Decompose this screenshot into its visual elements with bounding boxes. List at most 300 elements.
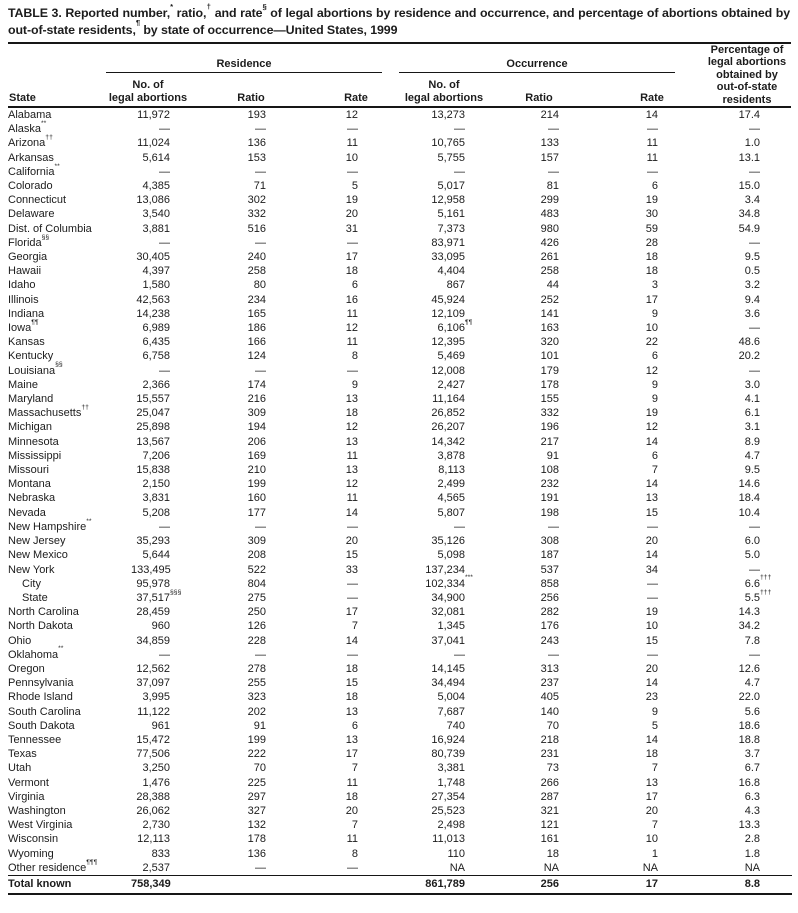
- cell-state: Oregon: [8, 662, 45, 675]
- cell-occurrence-abortions: 2,427: [437, 378, 465, 391]
- cell-residence-abortions: 833: [151, 847, 170, 860]
- cell-residence-abortions: 960: [151, 620, 170, 633]
- cell-state: New Jersey: [8, 535, 66, 548]
- cell-occurrence-abortions: 34,494: [431, 677, 465, 690]
- cell-occurrence-rate: 14: [645, 478, 658, 491]
- cell-occurrence-ratio: 321: [540, 804, 559, 817]
- table-row: [8, 435, 792, 449]
- cell-occurrence-abortions: 6,106¶¶: [437, 318, 473, 335]
- cell-residence-rate: —: [347, 591, 358, 604]
- table-row: [8, 293, 792, 307]
- cell-state: Alaska**: [8, 119, 47, 136]
- cell-residence-rate: 11: [346, 833, 358, 846]
- cell-residence-rate: 15: [345, 677, 358, 690]
- cell-residence-rate: 12: [345, 478, 358, 491]
- cell-state: Utah: [8, 762, 32, 775]
- cell-residence-ratio: 186: [247, 322, 266, 335]
- cell-pct-out-of-state: 6.7: [744, 762, 760, 775]
- cell-residence-ratio: 70: [253, 762, 266, 775]
- cell-occurrence-ratio: 537: [540, 563, 559, 576]
- cell-residence-ratio: 206: [247, 435, 266, 448]
- cell-occurrence-abortions: 35,126: [431, 535, 465, 548]
- table-row: [8, 719, 792, 733]
- cell-state: Colorado: [8, 180, 53, 193]
- cell-occurrence-ratio: 218: [540, 733, 559, 746]
- cell-residence-rate: 18: [345, 790, 358, 803]
- cell-pct-out-of-state: 6.1: [744, 407, 760, 420]
- cell-residence-abortions: 37,097: [136, 677, 170, 690]
- cell-occurrence-rate: 17: [645, 293, 658, 306]
- cell-residence-rate: 12: [345, 322, 358, 335]
- table-row: [8, 548, 792, 562]
- cell-occurrence-ratio: 44: [546, 279, 559, 292]
- cell-state: Maine: [8, 378, 38, 391]
- table-row: [8, 605, 792, 619]
- cell-occurrence-ratio: 155: [540, 393, 559, 406]
- cell-residence-ratio: 193: [247, 109, 266, 121]
- cell-residence-ratio: 210: [247, 464, 266, 477]
- cell-residence-abortions: 13,086: [136, 194, 170, 207]
- cell-state: Wisconsin: [8, 833, 59, 846]
- col-header-residence-abortions: [88, 79, 208, 104]
- cell-pct-out-of-state: —: [749, 520, 760, 533]
- cell-occurrence-rate: —: [647, 520, 658, 533]
- table-row: [8, 832, 792, 846]
- cell-residence-ratio: 202: [247, 705, 266, 718]
- cell-state: Texas: [8, 748, 37, 761]
- cell-occurrence-rate: 3: [651, 279, 658, 292]
- cell-residence-rate: 11: [346, 336, 358, 349]
- cell-residence-rate: —: [347, 861, 358, 874]
- cell-state: Tennessee: [8, 733, 62, 746]
- cell-residence-rate: 13: [345, 435, 358, 448]
- table-row: [8, 136, 792, 150]
- cell-pct-out-of-state: 3.1: [744, 421, 760, 434]
- table-row: [8, 861, 792, 876]
- cell-occurrence-ratio: 320: [540, 336, 559, 349]
- col-header-pct-out-of-state: [695, 44, 798, 106]
- cell-occurrence-abortions: 2,499: [437, 478, 465, 491]
- cell-pct-out-of-state: —: [749, 165, 760, 178]
- cell-occurrence-abortions: 27,354: [431, 790, 465, 803]
- cell-residence-ratio: —: [255, 165, 266, 178]
- header-line: out-of-state: [716, 81, 778, 94]
- cell-occurrence-rate: —: [647, 123, 658, 136]
- total-row: [8, 875, 792, 894]
- cell-residence-ratio: 278: [247, 662, 266, 675]
- cell-occurrence-ratio: 243: [540, 634, 559, 647]
- cell-residence-ratio: —: [255, 520, 266, 533]
- cell-occurrence-abortions: 110: [447, 847, 465, 860]
- cell-pct-out-of-state: 4.7: [744, 449, 760, 462]
- cell-occurrence-ratio: 232: [540, 478, 559, 491]
- cell-state: Washington: [8, 804, 66, 817]
- cell-occurrence-rate: 9: [651, 307, 658, 320]
- cell-residence-rate: 20: [345, 208, 358, 221]
- cell-residence-abortions: —: [159, 364, 170, 377]
- cell-residence-ratio: 177: [247, 506, 266, 519]
- cell-residence-ratio: 208: [247, 549, 266, 562]
- cell-residence-rate: —: [347, 648, 358, 661]
- cell-residence-abortions: 1,476: [142, 776, 170, 789]
- cell-pct-out-of-state: 48.6: [738, 336, 760, 349]
- cell-occurrence-abortions: 14,145: [431, 662, 465, 675]
- cell-pct-out-of-state: 1.0: [744, 137, 760, 150]
- cell-occurrence-ratio: 237: [540, 677, 559, 690]
- cell-occurrence-rate: NA: [642, 861, 658, 874]
- table-row: [8, 406, 792, 420]
- cell-pct-out-of-state: 5.6: [744, 705, 760, 718]
- cell-residence-ratio: 153: [247, 151, 266, 164]
- cell-state: Nevada: [8, 506, 46, 519]
- cell-occurrence-abortions: 5,755: [437, 151, 465, 164]
- cell-residence-rate: 6: [351, 719, 358, 732]
- cell-occurrence-rate: 23: [645, 691, 658, 704]
- cell-occurrence-rate: 12: [645, 421, 658, 434]
- cell-residence-abortions: 28,459: [136, 606, 170, 619]
- col-group-occurrence: [399, 58, 675, 73]
- cell-residence-rate: [269, 875, 361, 894]
- cell-residence-ratio: 250: [247, 606, 266, 619]
- cell-residence-ratio: 240: [247, 251, 266, 264]
- cell-occurrence-ratio: 91: [546, 449, 559, 462]
- col-header-state: State: [9, 92, 36, 104]
- cell-occurrence-rate: —: [647, 591, 658, 604]
- cell-residence-rate: 10: [345, 151, 358, 164]
- cell-residence-abortions: 6,758: [142, 350, 170, 363]
- cell-occurrence-rate: 15: [645, 634, 658, 647]
- cell-occurrence-ratio: 313: [540, 662, 559, 675]
- cell-residence-ratio: 199: [247, 478, 266, 491]
- cell-occurrence-rate: 14: [645, 733, 658, 746]
- table-row: [8, 193, 792, 207]
- cell-pct-out-of-state: 13.1: [738, 151, 760, 164]
- cell-residence-ratio: 332: [247, 208, 266, 221]
- cell-occurrence-ratio: —: [548, 123, 559, 136]
- cell-pct-out-of-state: 6.6†††: [744, 574, 772, 590]
- cell-residence-rate: —: [347, 123, 358, 136]
- cell-residence-rate: 7: [351, 819, 358, 832]
- cell-occurrence-ratio: 121: [540, 819, 559, 832]
- cell-occurrence-abortions: 11,164: [432, 393, 465, 406]
- cell-occurrence-rate: 5: [651, 719, 658, 732]
- cell-occurrence-ratio: 101: [540, 350, 559, 363]
- cell-residence-rate: 17: [345, 251, 358, 264]
- cell-residence-abortions: 37,517§§§: [136, 588, 182, 604]
- table-row: [8, 321, 792, 335]
- table-row: [8, 563, 792, 577]
- cell-state: Alabama: [8, 109, 52, 121]
- cell-state: Illinois: [8, 293, 39, 306]
- cell-occurrence-abortions: NA: [449, 861, 465, 874]
- cell-residence-rate: 17: [345, 606, 358, 619]
- cell-residence-ratio: 169: [247, 449, 266, 462]
- cell-state: Pennsylvania: [8, 677, 74, 690]
- cell-state: Hawaii: [8, 265, 42, 278]
- cell-occurrence-rate: 18: [645, 748, 658, 761]
- cell-residence-abortions: 14,238: [136, 307, 170, 320]
- cell-pct-out-of-state: 16.8: [738, 776, 760, 789]
- table-row: [8, 662, 792, 676]
- cell-occurrence-abortions: 740: [446, 719, 465, 732]
- cell-occurrence-abortions: 4,404: [437, 265, 465, 278]
- table-row: [8, 591, 792, 605]
- cell-residence-abortions: 77,506: [136, 748, 170, 761]
- cell-occurrence-rate: 20: [645, 535, 658, 548]
- cell-occurrence-ratio: 141: [540, 307, 559, 320]
- cell-occurrence-ratio: 178: [540, 378, 559, 391]
- cell-state: South Dakota: [8, 719, 75, 732]
- table-row: [8, 577, 792, 591]
- cell-residence-abortions: 5,614: [142, 151, 170, 164]
- cell-occurrence-abortions: 102,334***: [425, 574, 473, 590]
- cell-residence-abortions: 3,250: [142, 762, 170, 775]
- col-header-residence-ratio: Ratio: [237, 91, 265, 104]
- cell-residence-ratio: 302: [247, 194, 266, 207]
- cell-pct-out-of-state: 18.8: [738, 733, 760, 746]
- table-title: TABLE 3. Reported number,* ratio,† and rate§ of legal abortions by residence and occurrence, and percentage of abortions obtained by out-of-state residents,¶ by state of occurrence—United States, 1999: [8, 1, 791, 37]
- cell-residence-ratio: —: [255, 861, 266, 874]
- cell-occurrence-ratio: 308: [540, 535, 559, 548]
- cell-pct-out-of-state: —: [749, 563, 760, 576]
- cell-residence-abortions: 11,972: [137, 109, 170, 121]
- cell-residence-rate: 8: [351, 350, 358, 363]
- cell-residence-ratio: 255: [247, 677, 266, 690]
- cell-residence-abortions: —: [159, 520, 170, 533]
- cell-state: City: [22, 577, 41, 590]
- cell-occurrence-rate: 6: [651, 449, 658, 462]
- cell-state: Montana: [8, 478, 51, 491]
- table-row: [8, 733, 792, 747]
- cell-residence-abortions: 25,047: [136, 407, 170, 420]
- cell-occurrence-rate: 10: [645, 620, 658, 633]
- cell-occurrence-ratio: 179: [540, 364, 559, 377]
- cell-occurrence-ratio: 176: [540, 620, 559, 633]
- table-row: [8, 520, 792, 534]
- cell-residence-abortions: 3,995: [142, 691, 170, 704]
- cell-pct-out-of-state: —: [749, 236, 760, 249]
- cell-residence-ratio: —: [255, 364, 266, 377]
- cell-occurrence-rate: 19: [645, 606, 658, 619]
- cell-occurrence-rate: 59: [645, 222, 658, 235]
- cell-state: Maryland: [8, 393, 54, 406]
- cell-residence-rate: 18: [345, 407, 358, 420]
- cell-residence-ratio: 258: [247, 265, 266, 278]
- cell-state: New York: [8, 563, 55, 576]
- cell-pct-out-of-state: 5.5†††: [744, 588, 772, 604]
- cell-residence-ratio: 165: [247, 307, 266, 320]
- cell-occurrence-ratio: 483: [540, 208, 559, 221]
- cell-residence-rate: 17: [345, 748, 358, 761]
- cell-occurrence-abortions: 5,004: [437, 691, 465, 704]
- cell-occurrence-ratio: —: [548, 520, 559, 533]
- cell-state: Other residence¶¶¶: [8, 858, 98, 874]
- cell-pct-out-of-state: NA: [744, 861, 760, 874]
- cell-occurrence-ratio: 198: [540, 506, 559, 519]
- cell-occurrence-ratio: 282: [540, 606, 559, 619]
- cell-occurrence-rate: 17: [645, 790, 658, 803]
- cell-pct-out-of-state: 3.0: [744, 378, 760, 391]
- cell-pct-out-of-state: 9.4: [744, 293, 760, 306]
- cell-pct-out-of-state: 3.4: [744, 194, 760, 207]
- cell-residence-rate: 16: [345, 293, 358, 306]
- table-row: [8, 491, 792, 505]
- cell-residence-rate: 20: [345, 804, 358, 817]
- cell-occurrence-abortions: 26,207: [431, 421, 465, 434]
- cell-pct-out-of-state: 54.9: [738, 222, 760, 235]
- cell-pct-out-of-state: 3.2: [744, 279, 760, 292]
- cell-occurrence-abortions: 7,373: [437, 222, 465, 235]
- cell-occurrence-ratio: 287: [540, 790, 559, 803]
- cell-state: Dist. of Columbia: [8, 222, 92, 235]
- cell-residence-rate: 18: [345, 691, 358, 704]
- cell-residence-rate: 18: [345, 662, 358, 675]
- cell-residence-abortions: 26,062: [136, 804, 170, 817]
- cell-occurrence-ratio: 108: [540, 464, 559, 477]
- cell-residence-ratio: 124: [247, 350, 266, 363]
- cell-residence-ratio: 194: [247, 421, 266, 434]
- cell-occurrence-rate: 14: [645, 109, 658, 121]
- table-row: [8, 264, 792, 278]
- cell-pct-out-of-state: 2.8: [744, 833, 760, 846]
- cell-occurrence-rate: 30: [645, 208, 658, 221]
- table-row: [8, 477, 792, 491]
- cell-state: Kansas: [8, 336, 45, 349]
- table-row: [8, 108, 792, 122]
- col-group-occurrence-label: Occurrence: [506, 58, 568, 70]
- cell-residence-abortions: 7,206: [142, 449, 170, 462]
- cell-residence-abortions: 758,349: [131, 875, 181, 894]
- cell-residence-rate: 5: [351, 180, 358, 193]
- col-header-residence-rate: Rate: [344, 91, 368, 104]
- cell-occurrence-abortions: 10,765: [431, 137, 465, 150]
- cell-pct-out-of-state: 1.8: [744, 847, 760, 860]
- cell-occurrence-abortions: 14,342: [431, 435, 465, 448]
- cell-occurrence-abortions: 5,469: [437, 350, 465, 363]
- cell-pct-out-of-state: 15.0: [738, 180, 760, 193]
- cell-occurrence-abortions: 34,900: [431, 591, 465, 604]
- table-body: [8, 108, 792, 894]
- cell-residence-ratio: —: [255, 236, 266, 249]
- cell-residence-rate: 13: [345, 464, 358, 477]
- cell-state: California**: [8, 162, 60, 178]
- cell-residence-rate: 31: [345, 222, 358, 235]
- cell-residence-abortions: 2,366: [142, 378, 170, 391]
- cell-residence-abortions: 35,293: [136, 535, 170, 548]
- cell-occurrence-abortions: —: [454, 520, 465, 533]
- cell-occurrence-ratio: 18: [546, 847, 559, 860]
- cell-residence-ratio: 160: [247, 492, 266, 505]
- table-row: [8, 278, 792, 292]
- cell-residence-rate: 13: [345, 733, 358, 746]
- header-line: residents: [722, 93, 772, 106]
- cell-occurrence-rate: 1: [651, 847, 658, 860]
- table-row: [8, 847, 792, 861]
- cell-occurrence-rate: 7: [651, 819, 658, 832]
- cell-occurrence-abortions: 13,273: [431, 109, 465, 121]
- cell-residence-rate: 15: [345, 549, 358, 562]
- cell-occurrence-rate: 6: [651, 350, 658, 363]
- cell-pct-out-of-state: 12.6: [738, 662, 760, 675]
- cell-state: State: [22, 591, 48, 604]
- cell-occurrence-rate: 20: [645, 662, 658, 675]
- cell-occurrence-rate: 19: [645, 407, 658, 420]
- cell-residence-abortions: 95,978: [136, 577, 170, 590]
- cell-occurrence-abortions: 3,878: [437, 449, 465, 462]
- cell-state: Ohio: [8, 634, 32, 647]
- cell-residence-ratio: 222: [247, 748, 266, 761]
- cell-occurrence-abortions: 1,748: [437, 776, 465, 789]
- cell-occurrence-ratio: 157: [540, 151, 559, 164]
- cell-occurrence-rate: 15: [645, 506, 658, 519]
- cell-occurrence-rate: 28: [645, 236, 658, 249]
- cell-occurrence-abortions: 16,924: [431, 733, 465, 746]
- cell-occurrence-ratio: 163: [540, 322, 559, 335]
- cell-residence-rate: 11: [346, 307, 358, 320]
- cell-residence-ratio: 199: [247, 733, 266, 746]
- cell-residence-ratio: 228: [247, 634, 266, 647]
- table-row: [8, 392, 792, 406]
- cell-residence-ratio: 91: [253, 719, 266, 732]
- cell-residence-ratio: 80: [253, 279, 266, 292]
- cell-occurrence-abortions: 12,109: [431, 307, 465, 320]
- table-row: [8, 463, 792, 477]
- cell-residence-rate: 9: [351, 378, 358, 391]
- table-row: [8, 236, 792, 250]
- col-group-residence: [106, 58, 382, 73]
- cell-occurrence-ratio: NA: [543, 861, 559, 874]
- cell-state: Massachusetts††: [8, 404, 89, 420]
- cell-residence-abortions: —: [159, 123, 170, 136]
- cell-occurrence-ratio: 332: [540, 407, 559, 420]
- cell-occurrence-ratio: 858: [540, 577, 559, 590]
- cell-occurrence-abortions: 3,381: [437, 762, 465, 775]
- cell-occurrence-rate: 6: [651, 180, 658, 193]
- cell-residence-rate: —: [347, 165, 358, 178]
- cell-pct-out-of-state: 8.9: [744, 435, 760, 448]
- cell-occurrence-ratio: 261: [540, 251, 559, 264]
- cell-occurrence-abortions: 5,017: [437, 180, 465, 193]
- cell-residence-rate: —: [347, 364, 358, 377]
- cell-occurrence-abortions: 861,789: [361, 875, 468, 894]
- cell-residence-rate: 12: [345, 421, 358, 434]
- cell-occurrence-ratio: 426: [540, 236, 559, 249]
- cell-occurrence-ratio: 191: [540, 492, 559, 505]
- cell-residence-rate: 33: [345, 563, 358, 576]
- cell-residence-abortions: 6,435: [142, 336, 170, 349]
- cell-occurrence-ratio: 231: [540, 748, 559, 761]
- cell-residence-abortions: 5,644: [142, 549, 170, 562]
- cell-state: Minnesota: [8, 435, 59, 448]
- cell-occurrence-rate: 10: [645, 833, 658, 846]
- cell-pct-out-of-state: 34.8: [738, 208, 760, 221]
- cell-residence-abortions: 42,563: [136, 293, 170, 306]
- table-row: [8, 151, 792, 165]
- cell-pct-out-of-state: 0.5: [744, 265, 760, 278]
- cell-occurrence-ratio: 217: [540, 435, 559, 448]
- cell-residence-abortions: 2,730: [142, 819, 170, 832]
- cell-residence-abortions: —: [159, 165, 170, 178]
- cell-state: Iowa¶¶: [8, 318, 39, 335]
- cell-occurrence-ratio: 256: [540, 591, 559, 604]
- cell-occurrence-rate: 18: [645, 251, 658, 264]
- cell-occurrence-abortions: 25,523: [431, 804, 465, 817]
- cell-occurrence-rate: 13: [645, 776, 658, 789]
- cell-pct-out-of-state: 9.5: [744, 251, 760, 264]
- cell-pct-out-of-state: 6.0: [744, 535, 760, 548]
- cell-residence-ratio: 126: [247, 620, 266, 633]
- cell-pct-out-of-state: 18.6: [738, 719, 760, 732]
